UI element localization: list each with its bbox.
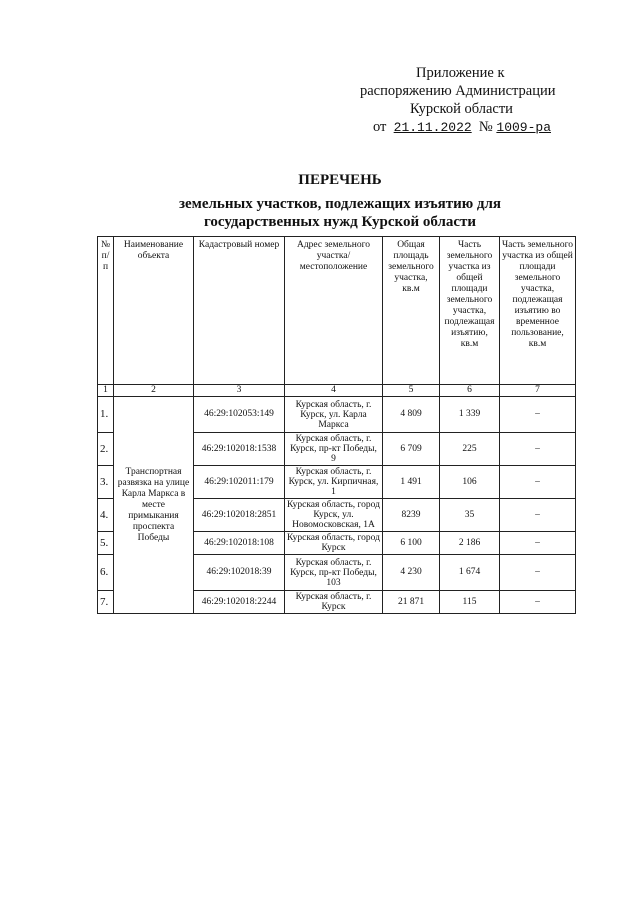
part-area: 106 <box>440 466 500 499</box>
header-number: № п/п <box>98 237 114 385</box>
cadastral-number: 46:29:102053:149 <box>194 397 285 433</box>
appendix-line-2: распоряжению Администрации <box>360 83 556 99</box>
column-number: 6 <box>440 385 500 397</box>
total-area: 4 809 <box>383 397 440 433</box>
total-area: 6 100 <box>383 532 440 555</box>
header-part-area: Часть земельного участка из общей площади земельного участка, подлежащая изъятию, кв.м <box>440 237 500 385</box>
row-index: 6. <box>98 555 114 591</box>
plot-address: Курская область, г. Курск, ул. Кирпичная, 1 <box>285 466 383 499</box>
total-area: 1 491 <box>383 466 440 499</box>
temp-area: – <box>500 397 576 433</box>
temp-area: – <box>500 466 576 499</box>
part-area: 1 674 <box>440 555 500 591</box>
row-index: 7. <box>98 591 114 614</box>
title-line-3: государственных нужд Курской области <box>203 214 477 230</box>
header-object: Наименование объекта <box>114 237 194 385</box>
part-area: 35 <box>440 499 500 532</box>
appendix-block <box>330 64 600 137</box>
object-name: Транспортная развязка на улице Карла Маркса в месте примыкания проспекта Победы <box>114 397 194 614</box>
row-index: 2. <box>98 433 114 466</box>
temp-area: – <box>500 433 576 466</box>
column-number: 2 <box>114 385 194 397</box>
header-address: Адрес земельного участка/ местоположение <box>285 237 383 385</box>
document-title <box>100 171 580 231</box>
header-cadastral: Кадастровый номер <box>194 237 285 385</box>
part-area: 115 <box>440 591 500 614</box>
plot-address: Курская область, г. Курск <box>285 591 383 614</box>
appendix-date-line <box>330 118 600 137</box>
plot-address: Курская область, г. Курск, пр-кт Победы, 9 <box>285 433 383 466</box>
row-index: 4. <box>98 499 114 532</box>
appendix-line-3: Курской области <box>410 101 513 117</box>
temp-area: – <box>500 499 576 532</box>
column-number: 1 <box>98 385 114 397</box>
column-number: 5 <box>383 385 440 397</box>
plot-address: Курская область, г. Курск, пр-кт Победы, 103 <box>285 555 383 591</box>
total-area: 8239 <box>383 499 440 532</box>
plot-address: Курская область, г. Курск, ул. Карла Маркса <box>285 397 383 433</box>
cadastral-number: 46:29:102018:2244 <box>194 591 285 614</box>
header-total-area: Общая площадь земельного участка, кв.м <box>383 237 440 385</box>
total-area: 4 230 <box>383 555 440 591</box>
column-number: 4 <box>285 385 383 397</box>
table-row <box>98 397 576 433</box>
appendix-line-1: Приложение к <box>416 65 505 81</box>
temp-area: – <box>500 555 576 591</box>
column-number-row <box>98 385 576 397</box>
part-area: 2 186 <box>440 532 500 555</box>
total-area: 6 709 <box>383 433 440 466</box>
cadastral-number: 46:29:102018:2851 <box>194 499 285 532</box>
order-date: 21.11.2022 <box>393 120 472 135</box>
number-label: № <box>478 119 493 135</box>
row-index: 1. <box>98 397 114 433</box>
cadastral-number: 46:29:102011:179 <box>194 466 285 499</box>
table-header-row <box>98 237 576 385</box>
total-area: 21 871 <box>383 591 440 614</box>
cadastral-number: 46:29:102018:108 <box>194 532 285 555</box>
column-number: 3 <box>194 385 285 397</box>
plot-address: Курская область, город Курск <box>285 532 383 555</box>
order-number: 1009-ра <box>496 120 551 135</box>
cadastral-number: 46:29:102018:1538 <box>194 433 285 466</box>
header-temp-area: Часть земельного участка из общей площади земельного участка, подлежащая изъятию во временное пользование, кв.м <box>500 237 576 385</box>
temp-area: – <box>500 591 576 614</box>
cadastral-number: 46:29:102018:39 <box>194 555 285 591</box>
land-plots-table <box>97 236 576 614</box>
title-line-1: ПЕРЕЧЕНЬ <box>298 172 382 188</box>
plot-address: Курская область, город Курск, ул. Новомосковская, 1А <box>285 499 383 532</box>
column-number: 7 <box>500 385 576 397</box>
from-label: от <box>373 119 387 135</box>
row-index: 5. <box>98 532 114 555</box>
part-area: 1 339 <box>440 397 500 433</box>
temp-area: – <box>500 532 576 555</box>
part-area: 225 <box>440 433 500 466</box>
row-index: 3. <box>98 466 114 499</box>
title-line-2: земельных участков, подлежащих изъятию для <box>178 196 502 212</box>
